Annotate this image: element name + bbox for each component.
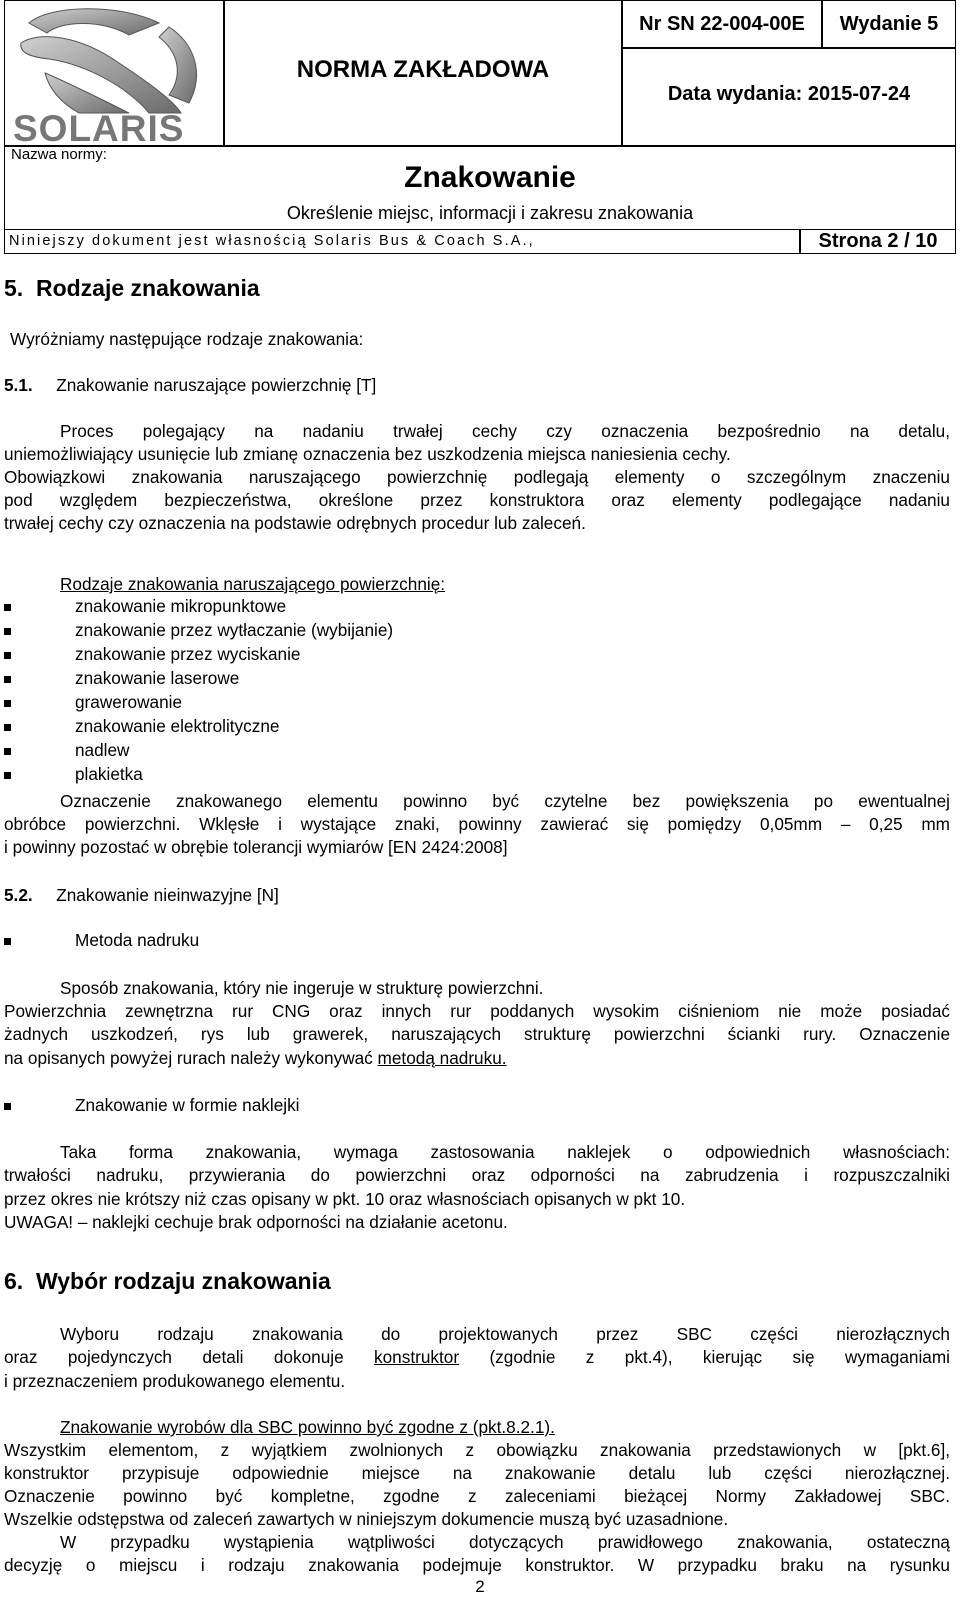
section-6-line-4: Wszystkim elementom, z wyjątkiem zwolnionych z obowiązku znakowania przedstawionych w [pkt.6], xyxy=(4,1440,950,1460)
section-6-line-9: decyzję o miejscu i rodzaju znakowania podejmuje konstruktor. W przypadku braku na rysunku xyxy=(4,1555,950,1575)
bullet-icon xyxy=(4,724,11,731)
para-5-1-line-6: Oznaczenie znakowanego elementu powinno być czytelne bez powiększenia po ewentualnej xyxy=(60,791,950,811)
method-print-line-1: Sposób znakowania, który nie ingeruje w strukturę powierzchni. xyxy=(60,978,544,998)
bullet-icon xyxy=(4,652,11,659)
section-6-heading xyxy=(4,1268,331,1295)
list-item: znakowanie laserowe xyxy=(75,668,240,688)
bullet-icon xyxy=(4,772,11,779)
list-item: znakowanie przez wyciskanie xyxy=(75,644,301,664)
section-6-line-1: Wyboru rodzaju znakowania do projektowanych przez SBC części nierozłącznych xyxy=(60,1324,950,1344)
surface-marking-list-heading: Rodzaje znakowania naruszającego powierzchnię: xyxy=(60,574,446,594)
para-5-1-line-4: pod względem bezpieczeństwa, określone przez konstruktora oraz elementy podlegające nadaniu xyxy=(4,490,950,510)
method-sticker-line-3: przez okres nie krótszy niż czas opisany w pkt. 10 oraz własnościach opisanych w pkt 10. xyxy=(4,1189,686,1209)
section-5-number: 5. xyxy=(4,275,24,301)
method-print-line-3: żadnych uszkodzeń, rys lub grawerek, naruszających strukturę powierzchni ścianki rury. Oznaczenie xyxy=(4,1024,950,1044)
section-6-line-5: konstruktor przypisuje odpowiednie miejsce na znakowanie detalu lub części nierozłącznej. xyxy=(4,1463,950,1483)
section-6-line-7: Wszelkie odstępstwa od zaleceń zawartych w niniejszym dokumencie muszą być uzasadnione. xyxy=(4,1509,729,1529)
method-sticker-warning: UWAGA! – naklejki cechuje brak odporności na działanie acetonu. xyxy=(4,1212,508,1232)
norm-number: Nr SN 22-004-00E xyxy=(639,13,805,35)
designer-term: konstruktor xyxy=(374,1347,460,1367)
subsection-5-1-title: Znakowanie naruszające powierzchnię [T] xyxy=(56,375,377,395)
logo-cell xyxy=(4,0,224,163)
section-6-line-6: Oznaczenie powinno być kompletne, zgodne z zaleceniami bieżącej Normy Zakładowej SBC. xyxy=(4,1486,950,1506)
section-6-line-2-post: (zgodnie z pkt.4), kierując się wymaganiami xyxy=(459,1347,950,1367)
section-5-heading xyxy=(4,275,260,302)
list-item: znakowanie przez wytłaczanie (wybijanie) xyxy=(75,620,394,640)
page-number: 2 xyxy=(475,1577,485,1596)
norm-type: NORMA ZAKŁADOWA xyxy=(296,56,550,83)
para-5-1-line-1: Proces polegający na nadaniu trwałej cechy czy oznaczenia bezpośrednio na detalu, xyxy=(60,421,950,441)
document-subtitle: Określenie miejsc, informacji i zakresu znakowania xyxy=(286,203,694,223)
bullet-icon xyxy=(4,604,11,611)
bullet-icon xyxy=(4,628,11,635)
section-6-line-2 xyxy=(4,1346,950,1369)
para-5-1-line-7: obróbce powierzchni. Wklęsłe i wystające znaki, powinny zawierać się pomiędzy 0,05mm – 0,25 mm xyxy=(4,814,950,834)
norm-type-cell xyxy=(224,0,622,146)
edition: Wydanie 5 xyxy=(839,13,939,35)
issue-date-cell xyxy=(622,48,956,146)
title-cell xyxy=(4,146,956,230)
page-indicator: Strona 2 / 10 xyxy=(818,230,938,252)
edition-cell xyxy=(822,0,956,48)
ownership-note: Niniejszy dokument jest własnością Solaris Bus & Coach S.A., xyxy=(9,233,535,249)
subsection-5-2-heading xyxy=(4,884,279,906)
section-6-title: Wybór rodzaju znakowania xyxy=(35,1268,331,1294)
page-indicator-cell xyxy=(800,229,956,254)
para-5-1-line-3: Obowiązkowi znakowania naruszającego powierzchnię podlegają elementy o szczególnym znaczeniu xyxy=(4,467,950,487)
section-6-number: 6. xyxy=(4,1268,24,1294)
section-6-line-2-pre: oraz pojedynczych detali dokonuje xyxy=(4,1347,375,1367)
list-item: nadlew xyxy=(75,740,130,760)
bullet-icon xyxy=(4,748,11,755)
method-sticker-title: Znakowanie w formie naklejki xyxy=(75,1095,300,1115)
subsection-5-2-title: Znakowanie nieinwazyjne [N] xyxy=(56,885,279,905)
document-header xyxy=(4,0,956,254)
method-print-line-4 xyxy=(4,1047,507,1069)
para-5-1-line-2: uniemożliwiający usunięcie lub zmianę oznaczenia bez uszkodzenia miejsca naniesienia cechy. xyxy=(4,444,731,464)
para-5-1-line-5: trwałej cechy czy oznaczenia na podstawie odrębnych procedur lub zaleceń. xyxy=(4,513,586,533)
list-item: grawerowanie xyxy=(75,692,183,712)
norm-name-label: Nazwa normy: xyxy=(11,146,107,163)
section-5-intro: Wyróżniamy następujące rodzaje znakowania: xyxy=(10,329,364,349)
method-sticker-line-1: Taka forma znakowania, wymaga zastosowania naklejek o odpowiednich własnościach: xyxy=(60,1142,950,1162)
solaris-logo xyxy=(9,3,221,143)
bullet-icon xyxy=(4,938,11,945)
list-item: znakowanie mikropunktowe xyxy=(75,596,287,616)
method-print-line-4-text: na opisanych powyżej rurach należy wykonywać xyxy=(4,1048,378,1068)
list-item: znakowanie elektrolityczne xyxy=(75,716,280,736)
subsection-5-1-number: 5.1. xyxy=(4,375,33,395)
bullet-icon xyxy=(4,700,11,707)
bullet-icon xyxy=(4,676,11,683)
bullet-icon xyxy=(4,1103,11,1110)
norm-number-cell xyxy=(622,0,822,48)
ownership-cell xyxy=(4,229,800,254)
subsection-5-1-heading xyxy=(4,374,376,396)
subsection-5-2-number: 5.2. xyxy=(4,885,33,905)
issue-date: Data wydania: 2015-07-24 xyxy=(667,83,911,105)
section-6-line-3: i przeznaczeniem produkowanego elementu. xyxy=(4,1371,346,1391)
section-5-title: Rodzaje znakowania xyxy=(35,275,260,301)
logo-wordmark: SOLARIS xyxy=(13,108,185,143)
print-method-reference: metodą nadruku. xyxy=(377,1048,507,1068)
method-sticker-line-2: trwałości nadruku, przywierania do powierzchni oraz odporności na zabrudzenia i rozpuszczalniki xyxy=(4,1165,950,1185)
method-print-title: Metoda nadruku xyxy=(75,930,200,950)
sbc-marking-heading: Znakowanie wyrobów dla SBC powinno być zgodne z (pkt.8.2.1). xyxy=(60,1417,555,1437)
section-6-line-8: W przypadku wystąpienia wątpliwości dotyczących prawidłowego znakowania, ostateczną xyxy=(60,1532,950,1552)
document-title: Znakowanie xyxy=(404,161,576,194)
method-print-line-2: Powierzchnia zewnętrzna rur CNG oraz innych rur poddanych wysokim ciśnieniom nie może posiadać xyxy=(4,1001,950,1021)
para-5-1-line-8: i powinny pozostać w obrębie tolerancji wymiarów [EN 2424:2008] xyxy=(4,837,508,857)
list-item: plakietka xyxy=(75,764,143,784)
